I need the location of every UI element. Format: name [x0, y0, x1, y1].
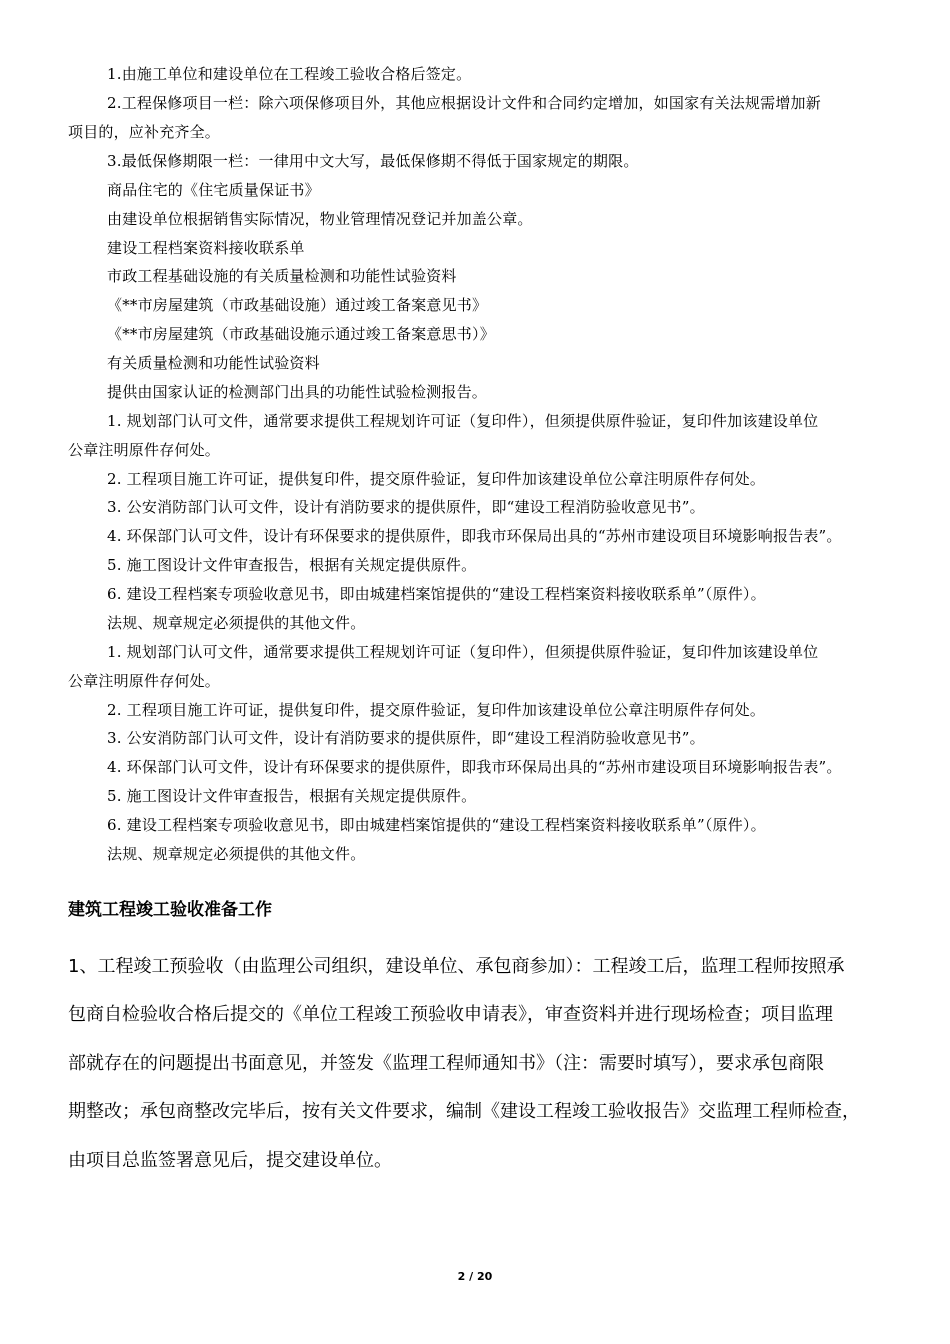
- body-line: 1、工程竣工预验收（由监理公司组织，建设单位、承包商参加）：工程竣工后，监理工程师按照承: [68, 956, 845, 977]
- body-line: 期整改；承包商整改完毕后，按有关文件要求，编制《建设工程竣工验收报告》交监理工程师检查，: [68, 1101, 860, 1122]
- text-line: 4. 环保部门认可文件，设计有环保要求的提供原件，即我市环保局出具的“苏州市建设项目环境影响报告表”。: [107, 527, 842, 545]
- text-line: 2.工程保修项目一栏：除六项保修项目外，其他应根据设计文件和合同约定增加，如国家有关法规需增加新: [107, 94, 821, 112]
- text-line: 4. 环保部门认可文件，设计有环保要求的提供原件，即我市环保局出具的“苏州市建设项目环境影响报告表”。: [107, 758, 842, 776]
- text-line: 3.最低保修期限一栏：一律用中文大写，最低保修期不得低于国家规定的期限。: [107, 152, 639, 170]
- text-line: 法规、规章规定必须提供的其他文件。: [107, 845, 366, 863]
- body-line: 包商自检验收合格后提交的《单位工程竣工预验收申请表》，审查资料并进行现场检查；项目监理: [68, 1004, 833, 1025]
- text-line: 《**市房屋建筑（市政基础设施示通过竣工备案意思书）》: [107, 325, 495, 343]
- text-line: 商品住宅的《住宅质量保证书》: [107, 181, 320, 199]
- text-line: 3. 公安消防部门认可文件，设计有消防要求的提供原件，即“建设工程消防验收意见书”。: [107, 729, 705, 747]
- text-line: 2. 工程项目施工许可证，提供复印件，提交原件验证，复印件加该建设单位公章注明原件存何处。: [107, 701, 766, 719]
- text-line: 《**市房屋建筑（市政基础设施）通过竣工备案意见书》: [107, 296, 488, 314]
- text-line: 项目的，应补充齐全。: [68, 123, 221, 141]
- text-line: 5. 施工图设计文件审查报告，根据有关规定提供原件。: [107, 787, 477, 805]
- text-line: 1.由施工单位和建设单位在工程竣工验收合格后签定。: [107, 65, 472, 83]
- section-heading: 建筑工程竣工验收准备工作: [68, 900, 272, 920]
- text-line: 提供由国家认证的检测部门出具的功能性试验检测报告。: [107, 383, 488, 401]
- text-line: 公章注明原件存何处。: [68, 441, 221, 459]
- text-line: 法规、规章规定必须提供的其他文件。: [107, 614, 366, 632]
- text-line: 1. 规划部门认可文件，通常要求提供工程规划许可证（复印件），但须提供原件验证，复印件加该建设单位: [107, 643, 819, 661]
- text-line: 5. 施工图设计文件审查报告，根据有关规定提供原件。: [107, 556, 477, 574]
- text-line: 6. 建设工程档案专项验收意见书，即由城建档案馆提供的“建设工程档案资料接收联系单”（原件）。: [107, 816, 766, 834]
- text-line: 2. 工程项目施工许可证，提供复印件，提交原件验证，复印件加该建设单位公章注明原件存何处。: [107, 470, 766, 488]
- body-line: 由项目总监签署意见后，提交建设单位。: [68, 1150, 392, 1171]
- text-line: 公章注明原件存何处。: [68, 672, 221, 690]
- text-line: 3. 公安消防部门认可文件，设计有消防要求的提供原件，即“建设工程消防验收意见书”。: [107, 498, 705, 516]
- text-line: 有关质量检测和功能性试验资料: [107, 354, 320, 372]
- text-line: 建设工程档案资料接收联系单: [107, 239, 305, 257]
- text-line: 1. 规划部门认可文件，通常要求提供工程规划许可证（复印件），但须提供原件验证，复印件加该建设单位: [107, 412, 819, 430]
- body-line: 部就存在的问题提出书面意见，并签发《监理工程师通知书》（注：需要时填写），要求承包商限: [68, 1053, 824, 1074]
- page-number: 2 / 20: [457, 1270, 493, 1283]
- text-line: 由建设单位根据销售实际情况，物业管理情况登记并加盖公章。: [107, 210, 533, 228]
- text-line: 6. 建设工程档案专项验收意见书，即由城建档案馆提供的“建设工程档案资料接收联系单”（原件）。: [107, 585, 766, 603]
- text-line: 市政工程基础设施的有关质量检测和功能性试验资料: [107, 267, 457, 285]
